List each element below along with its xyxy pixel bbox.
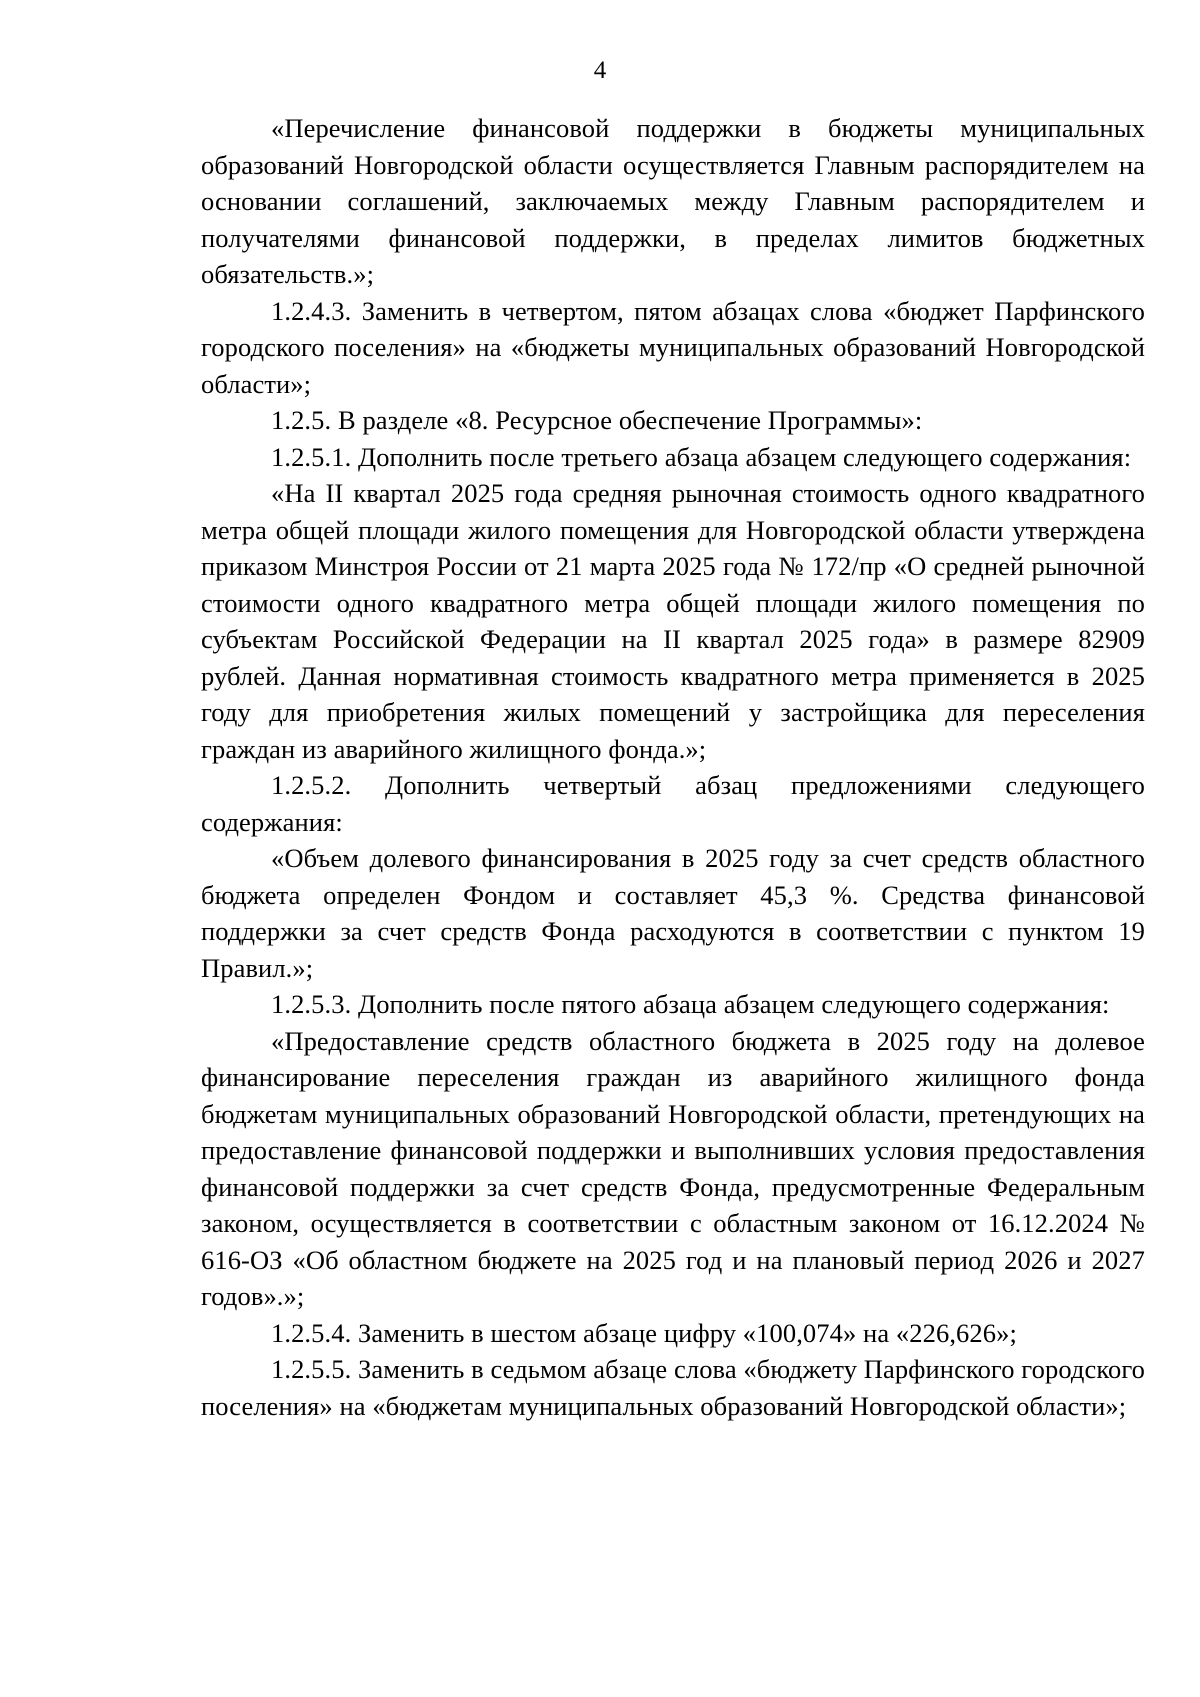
paragraph-transfer-of-support: «Перечисление финансовой поддержки в бюджеты муниципальных образований Новгородской области осуществляется Главным распорядителем на основании соглашений, заключаемых между Главным распорядителем и получателями финансовой поддержки, в пределах лимитов бюджетных обязательств.»; <box>201 113 1145 289</box>
paragraph-1-2-5-2: 1.2.5.2. Дополнить четвертый абзац предложениями следующего содержания: <box>201 770 1145 837</box>
document-body <box>201 110 1145 1424</box>
page-number: 4 <box>593 57 607 84</box>
paragraph-1-2-5-1: 1.2.5.1. Дополнить после третьего абзаца абзацем следующего содержания: <box>271 441 1132 472</box>
paragraph-1-2-5-3: 1.2.5.3. Дополнить после пятого абзаца абзацем следующего содержания: <box>271 989 1110 1019</box>
paragraph-regional-budget-provision: «Предоставление средств областного бюджета в 2025 году на долевое финансирование переселения граждан из аварийного жилищного фонда бюджетам муниципальных образований Новгородской области, претендующих на предоставление финансовой поддержки и выполнивших условия предоставления финансовой поддержки за счет средств Фонда, предусмотренные Федеральным законом, осуществляется в соответствии с областным законом от 16.12.2024 № 616-ОЗ «Об областном бюджете на 2025 год и на плановый период 2026 и 2027 годов».»; <box>201 1025 1145 1311</box>
paragraph-1-2-5: 1.2.5. В разделе «8. Ресурсное обеспечение Программы»: <box>271 405 923 435</box>
paragraph-quarter-cost: «На II квартал 2025 года средняя рыночная стоимость одного квадратного метра общей площади жилого помещения для Новгородской области утверждена приказом Минстроя России от 21 марта 2025 года № 172/пр «О средней рыночной стоимости одного квадратного метра общей площади жилого помещения по субъектам Российской Федерации на II квартал 2025 года» в размере 82909 рублей. Данная нормативная стоимость квадратного метра применяется в 2025 году для приобретения жилых помещений у застройщика для переселения граждан из аварийного жилищного фонда.»; <box>201 478 1145 764</box>
paragraph-1-2-5-5: 1.2.5.5. Заменить в седьмом абзаце слова «бюджету Парфинского городского поселения» на «бюджетам муниципальных образований Новгородской области»; <box>201 1354 1145 1421</box>
paragraph-1-2-5-4: 1.2.5.4. Заменить в шестом абзаце цифру «100,074» на «226,626»; <box>271 1317 1017 1348</box>
paragraph-1-2-4-3: 1.2.4.3. Заменить в четвертом, пятом абзацах слова «бюджет Парфинского городского поселения» на «бюджеты муниципальных образований Новгородской области»; <box>201 295 1145 399</box>
paragraph-share-financing: «Объем долевого финансирования в 2025 году за счет средств областного бюджета определен Фондом и составляет 45,3 %. Средства финансовой поддержки за счет средств Фонда расходуются в соответствии с пунктом 19 Правил.»; <box>201 843 1145 983</box>
